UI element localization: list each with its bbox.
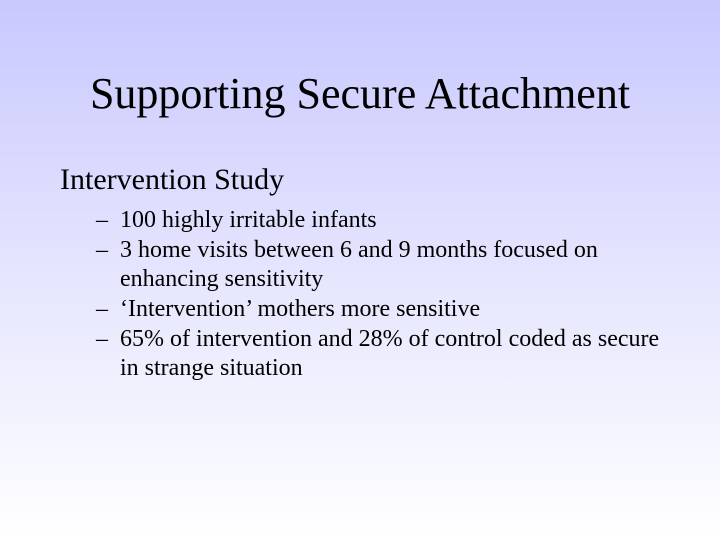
bullet-item — [96, 206, 676, 235]
bullet-text: 100 highly irritable infants — [120, 207, 377, 233]
slide-title: Supporting Secure Attachment — [89, 69, 631, 118]
bullet-dash: – — [96, 296, 108, 322]
bullet-item — [96, 236, 676, 294]
bullet-item — [96, 325, 676, 383]
bullet-text: 65% of intervention and 28% of control coded as secure in strange situation — [120, 326, 660, 381]
bullet-text: 3 home visits between 6 and 9 months focused on enhancing sensitivity — [120, 237, 598, 292]
bullet-text: ‘Intervention’ mothers more sensitive — [120, 296, 481, 322]
bullet-dash: – — [96, 237, 108, 263]
bullet-dash: – — [96, 207, 108, 233]
bullet-item — [96, 295, 676, 324]
bullet-dash: – — [96, 326, 108, 352]
bullet-list — [96, 206, 676, 384]
section-heading: Intervention Study — [60, 163, 285, 196]
